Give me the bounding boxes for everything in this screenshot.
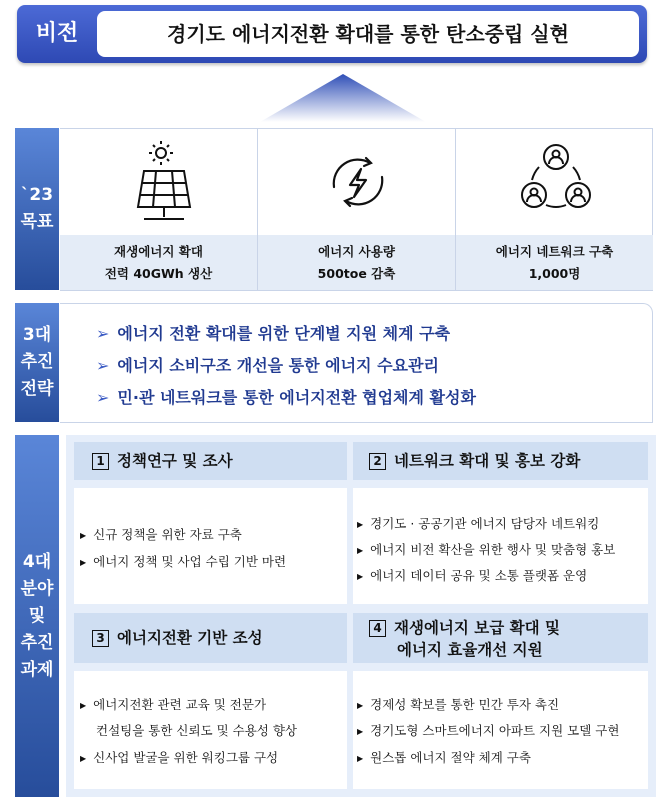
task-number: 4 xyxy=(369,620,386,637)
task-number: 3 xyxy=(92,630,109,647)
task-bullet xyxy=(80,695,266,713)
bullet-icon: ▶ xyxy=(357,754,364,763)
strategy-item xyxy=(96,353,439,376)
strategies-side-line3: 전략 xyxy=(20,379,54,399)
task-bullet xyxy=(357,514,599,532)
tasks-side-line2: 분야 xyxy=(20,578,54,599)
task-bullet xyxy=(357,748,531,766)
bullet-icon: ▶ xyxy=(80,558,87,567)
task-bullet xyxy=(80,552,286,570)
task-bullet-continuation xyxy=(96,721,297,739)
goal-caption xyxy=(258,235,455,290)
bullet-icon: ▶ xyxy=(80,531,87,540)
tasks-side-line1: 4대 xyxy=(22,551,52,572)
chevron-right-icon: ➢ xyxy=(96,388,110,407)
bullet-icon: ▶ xyxy=(80,701,87,710)
task-bullet-text: 경제성 확보를 통한 민간 투자 촉진 xyxy=(370,697,560,712)
goal-caption-line1: 에너지 사용량 xyxy=(318,244,395,259)
strategies-panel xyxy=(60,303,653,423)
task-bullet-text: 에너지전환 관련 교육 및 전문가 xyxy=(93,697,267,712)
strategies-side-line2: 추진 xyxy=(20,352,54,372)
up-arrow-icon xyxy=(258,72,428,124)
strategies-side-line1: 3대 xyxy=(22,325,52,345)
network-people-icon xyxy=(456,129,653,235)
vision-text: 경기도 에너지전환 확대를 통한 탄소중립 실현 xyxy=(97,11,639,57)
task-bullet xyxy=(357,566,587,584)
goal-caption xyxy=(456,235,653,290)
bullet-icon: ▶ xyxy=(80,754,87,763)
task-bullet-text: 에너지 정책 및 사업 수립 기반 마련 xyxy=(93,554,287,569)
goal-caption-line2: 전력 40GWh 생산 xyxy=(104,266,213,281)
task-bullet-text: 경기도 · 공공기관 에너지 담당자 네트워킹 xyxy=(370,516,600,531)
task-title: 네트워크 확대 및 홍보 강화 xyxy=(394,452,581,470)
task-header xyxy=(353,442,648,480)
task-body xyxy=(74,488,347,604)
goal-item xyxy=(60,129,257,290)
strategy-item xyxy=(96,321,450,344)
task-bullet-text: 신사업 발굴을 위한 워킹그룹 구성 xyxy=(93,750,279,765)
task-title-line2: 에너지 효율개선 지원 xyxy=(397,641,543,659)
strategies-side-label xyxy=(15,303,59,422)
task-bullet xyxy=(357,695,559,713)
chevron-right-icon: ➢ xyxy=(96,324,110,343)
task-header xyxy=(353,613,648,663)
goal-caption-line2: 1,000명 xyxy=(528,266,581,281)
task-number: 1 xyxy=(92,453,109,470)
goal-item xyxy=(456,129,653,290)
tasks-side-line5: 과제 xyxy=(20,659,54,680)
task-bullet-text: 원스톱 에너지 절약 체계 구축 xyxy=(370,750,531,765)
goal-caption xyxy=(60,235,257,290)
task-bullet-text: 경기도형 스마트에너지 아파트 지원 모델 구현 xyxy=(370,723,620,738)
tasks-side-line4: 추진 xyxy=(20,632,54,653)
chevron-right-icon: ➢ xyxy=(96,356,110,375)
tasks-side-label xyxy=(15,435,59,797)
tasks-panel xyxy=(66,435,656,797)
goals-side-line2: 목표 xyxy=(20,212,54,232)
task-title-line1 xyxy=(369,617,560,639)
goal-item xyxy=(258,129,455,290)
goals-side-label xyxy=(15,128,59,290)
task-bullet xyxy=(80,525,242,543)
task-bullet xyxy=(357,540,615,558)
strategy-text: 민·관 네트워크를 통한 에너지전환 협업체계 활성화 xyxy=(117,388,476,407)
goal-caption-line1: 에너지 네트워크 구축 xyxy=(495,244,614,259)
task-number: 2 xyxy=(369,453,386,470)
task-title: 재생에너지 보급 확대 및 xyxy=(394,619,560,637)
task-title: 에너지전환 기반 조성 xyxy=(117,629,263,647)
goal-caption-line2: 500toe 감축 xyxy=(317,266,396,281)
goals-panel xyxy=(60,128,653,291)
task-header xyxy=(74,613,347,663)
task-bullet-text: 에너지 비전 확산을 위한 행사 및 맞춤형 홍보 xyxy=(370,542,616,557)
task-header xyxy=(74,442,347,480)
strategy-text: 에너지 전환 확대를 위한 단계별 지원 체계 구축 xyxy=(117,324,451,343)
tasks-side-line3: 및 xyxy=(28,605,46,626)
bullet-icon: ▶ xyxy=(357,546,364,555)
bullet-icon: ▶ xyxy=(357,701,364,710)
strategy-text: 에너지 소비구조 개선을 통한 에너지 수요관리 xyxy=(117,356,439,375)
task-title: 정책연구 및 조사 xyxy=(117,452,233,470)
goal-caption-line1: 재생에너지 확대 xyxy=(114,244,203,259)
energy-cycle-icon xyxy=(258,129,455,235)
task-bullet-text: 컨설팅을 통한 신뢰도 및 수용성 향상 xyxy=(96,723,297,738)
bullet-icon: ▶ xyxy=(357,520,364,529)
task-bullet-text: 신규 정책을 위한 자료 구축 xyxy=(93,527,242,542)
task-body xyxy=(74,671,347,789)
bullet-icon: ▶ xyxy=(357,572,364,581)
task-body xyxy=(353,671,648,789)
goals-side-line1: `23 xyxy=(20,185,54,205)
task-bullet xyxy=(80,748,278,766)
task-body xyxy=(353,488,648,604)
vision-banner xyxy=(17,5,647,63)
task-bullet-text: 에너지 데이터 공유 및 소통 플랫폼 운영 xyxy=(370,568,588,583)
strategy-item xyxy=(96,385,476,408)
task-bullet xyxy=(357,721,619,739)
vision-label: 비전 xyxy=(35,21,79,46)
solar-panel-icon xyxy=(60,129,257,235)
bullet-icon: ▶ xyxy=(357,727,364,736)
